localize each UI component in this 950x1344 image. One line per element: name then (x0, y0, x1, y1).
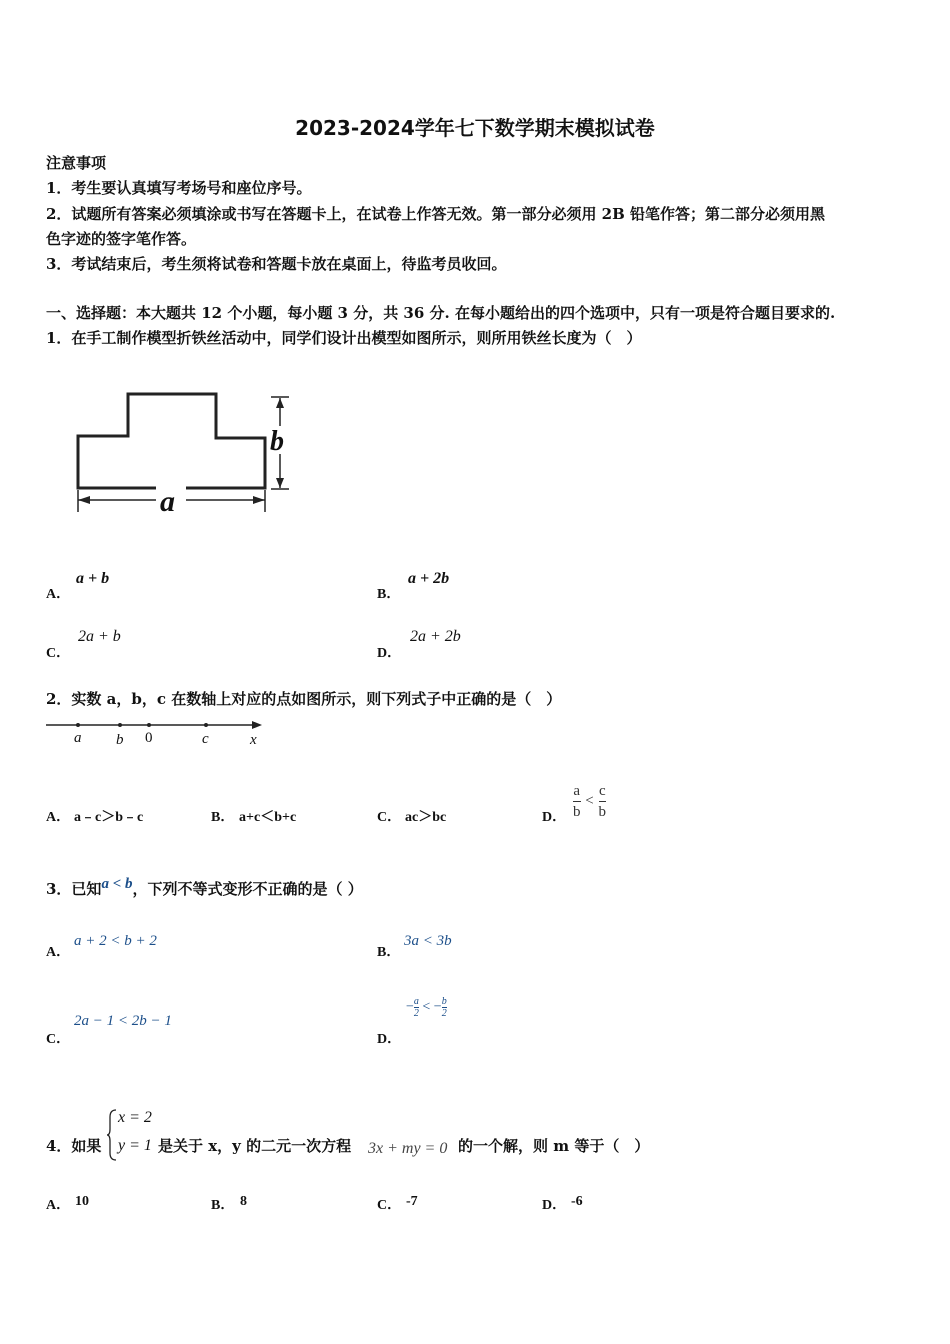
q2-point-b (118, 723, 122, 727)
q2-option-d-frac1: $\frac{a}{b}$ (573, 783, 581, 820)
q4-system (106, 1107, 158, 1161)
notice-item-1: 1．考生要认真填写考场号和座位序号。 (46, 179, 312, 197)
notice-heading: 注意事项 (46, 154, 107, 172)
q2-option-d-label[interactable]: D． (542, 810, 567, 825)
page-title: 2023-2024学年七下数学期末模拟试卷 (295, 116, 655, 140)
q2-option-a-label[interactable]: A． (46, 810, 71, 825)
q3-option-d-minus: − (406, 999, 414, 1015)
q2-label-c: c (202, 731, 209, 747)
notice-item-3: 3．考试结束后，考生须将试卷和答题卡放在桌面上，待监考员收回。 (46, 255, 507, 273)
q2-option-d-frac2: $\frac{c}{b}$ (598, 783, 607, 820)
q2-option-d-rel: < (585, 793, 594, 809)
q3-option-d-frac2: $\frac{b}{2}$ (441, 996, 447, 1019)
q1-stem: 1．在手工制作模型折铁丝活动中，同学们设计出模型如图所示，则所用铁丝长度为（ ） (46, 329, 642, 347)
q1-option-a-label[interactable]: A． (46, 587, 71, 602)
q3-option-a[interactable]: a + 2 < b + 2 (74, 933, 157, 949)
q1-option-c-label[interactable]: C． (46, 646, 71, 661)
q3-option-d-frac1: $\frac{a}{2}$ (413, 996, 419, 1019)
q4-option-a[interactable]: 10 (75, 1194, 89, 1209)
q4-stem-post: 的一个解，则 m 等于（ ） (458, 1137, 650, 1155)
q3-option-c[interactable]: 2a − 1 < 2b − 1 (74, 1013, 172, 1029)
q1-option-d-label[interactable]: D． (377, 646, 402, 661)
q4-option-c-label[interactable]: C． (377, 1198, 402, 1213)
section-heading: 一、选择题：本大题共 12 个小题，每小题 3 分，共 36 分. 在每小题给出的四个选项中，只有一项是符合题目要求的. (46, 304, 836, 322)
q1-figure (60, 380, 310, 520)
q4-option-c[interactable]: -7 (406, 1194, 418, 1209)
q2-number-line (44, 716, 269, 750)
q2-label-b: b (116, 732, 124, 748)
q3-stem-pre: 3．已知 (46, 880, 102, 898)
q2-option-b[interactable]: a+c＜b+c (239, 810, 297, 825)
q3-stem-post: ，下列不等式变形不正确的是（ ） (132, 880, 363, 898)
q4-stem-mid: 是关于 x，y 的二元一次方程 (158, 1137, 352, 1155)
q2-stem: 2．实数 a，b，c 在数轴上对应的点如图所示，则下列式子中正确的是（ ） (46, 690, 562, 708)
q3-option-c-label[interactable]: C． (46, 1032, 71, 1047)
q3-option-a-label[interactable]: A． (46, 945, 71, 960)
q1-figure-label-a: a (160, 485, 175, 518)
q1-option-b[interactable]: a + 2b (408, 570, 450, 587)
q1-figure-label-b: b (270, 426, 284, 457)
q4-equation: 3x + my = 0 (368, 1140, 448, 1157)
q3-option-b[interactable]: 3a < 3b (404, 933, 452, 949)
q1-figure-outline (78, 394, 265, 488)
q4-system-bottom: y = 1 (118, 1137, 152, 1154)
q2-option-c[interactable]: ac＞bc (405, 810, 447, 825)
q2-point-c (204, 723, 208, 727)
q1-option-b-label[interactable]: B． (377, 587, 401, 602)
q2-point-a (76, 723, 80, 727)
q2-option-a[interactable]: a﹣c＞b﹣c (74, 810, 144, 825)
q4-stem-pre: 4．如果 (46, 1137, 102, 1155)
q3-option-d-rel: < − (422, 999, 442, 1015)
q2-point-0 (147, 723, 151, 727)
q3-stem-math: a < b (101, 876, 133, 892)
q3-option-d[interactable] (406, 996, 447, 1019)
q2-label-0: 0 (145, 730, 153, 746)
q2-option-c-label[interactable]: C． (377, 810, 402, 825)
q1-option-d[interactable]: 2a + 2b (410, 628, 461, 645)
q4-option-b-label[interactable]: B． (211, 1198, 235, 1213)
q4-option-a-label[interactable]: A． (46, 1198, 71, 1213)
q4-system-top: x = 2 (118, 1109, 152, 1126)
q3-stem (46, 878, 363, 899)
q2-label-a: a (74, 730, 82, 746)
q2-option-b-label[interactable]: B． (211, 810, 235, 825)
q4-system-brace (106, 1109, 118, 1161)
notice-item-2-cont: 色字迹的签字笔作答。 (46, 230, 197, 248)
notice-item-2: 2．试题所有答案必须填涂或书写在答题卡上，在试卷上作答无效。第一部分必须用 2B 铅笔作答；第二部分必须用黑 (46, 205, 826, 223)
q4-option-b[interactable]: 8 (240, 1194, 247, 1209)
q2-label-x: x (250, 732, 257, 748)
q4-option-d-label[interactable]: D． (542, 1198, 567, 1213)
q1-option-a[interactable]: a + b (76, 570, 110, 587)
q3-option-b-label[interactable]: B． (377, 945, 401, 960)
q1-option-c[interactable]: 2a + b (78, 628, 121, 645)
q4-option-d[interactable]: -6 (571, 1194, 583, 1209)
q2-option-d[interactable] (573, 781, 606, 822)
q3-option-d-label[interactable]: D． (377, 1032, 402, 1047)
